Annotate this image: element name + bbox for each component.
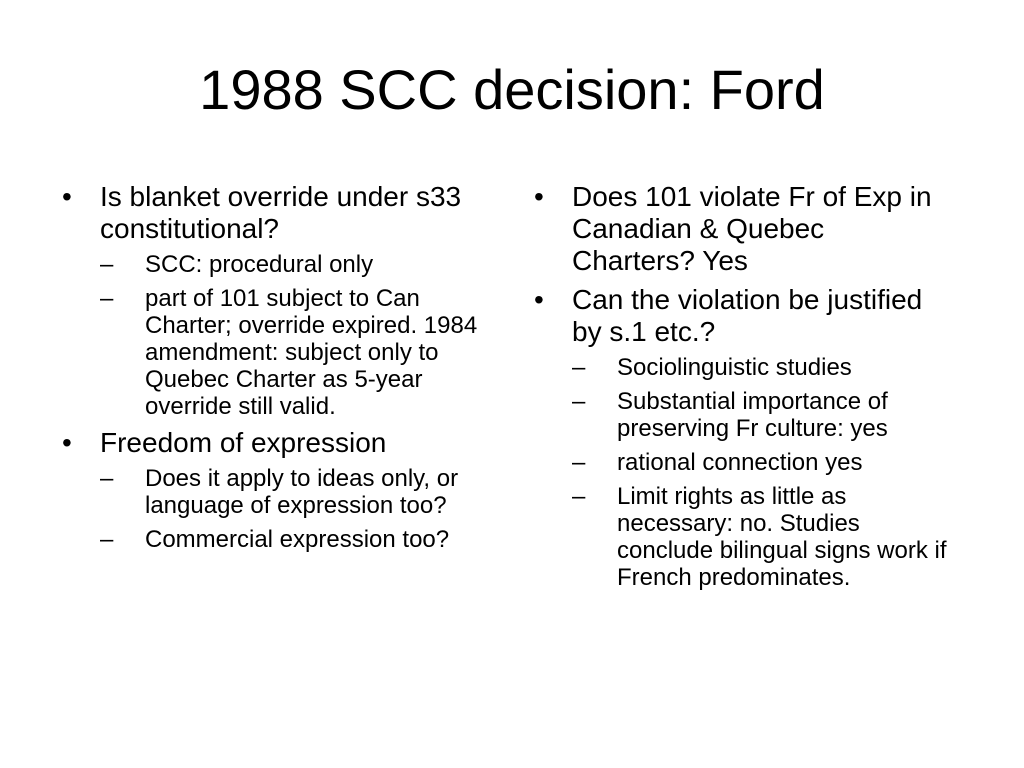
- bullet-glyph: •: [62, 181, 72, 212]
- sub-bullet-text: SCC: procedural only: [145, 251, 374, 278]
- sub-bullet-item: [572, 388, 957, 442]
- bullet-glyph: •: [534, 181, 544, 212]
- sub-bullet-text: Does it apply to ideas only, or language of expression too?: [145, 465, 459, 519]
- sub-bullet-item: [100, 251, 483, 278]
- right-column: [532, 181, 972, 598]
- dash-glyph: –: [100, 285, 114, 312]
- dash-glyph: –: [100, 526, 114, 553]
- bullet-item: [532, 284, 947, 591]
- bullet-text: Freedom of expression: [100, 427, 387, 458]
- sub-bullet-item: [100, 465, 483, 519]
- dash-glyph: –: [100, 465, 114, 492]
- bullet-item: [60, 427, 500, 553]
- dash-glyph: –: [572, 449, 586, 476]
- sub-bullet-list: [100, 251, 500, 420]
- sub-bullet-text: part of 101 subject to Can Charter; override expired. 1984 amendment: subject only to Quebec Charter as 5-year override still valid.: [145, 285, 478, 420]
- sub-bullet-text: rational connection yes: [617, 449, 863, 476]
- sub-bullet-item: [572, 483, 957, 591]
- dash-glyph: –: [572, 354, 586, 381]
- bullet-text: Is blanket override under s33 constitutional?: [100, 181, 462, 244]
- bullet-item: [60, 181, 500, 420]
- dash-glyph: –: [572, 388, 586, 415]
- sub-bullet-text: Commercial expression too?: [145, 526, 450, 553]
- sub-bullet-item: [572, 449, 957, 476]
- slide-title: 1988 SCC decision: Ford: [199, 58, 825, 121]
- sub-bullet-text: Sociolinguistic studies: [617, 354, 852, 381]
- sub-bullet-text: Substantial importance of preserving Fr culture: yes: [617, 388, 888, 442]
- sub-bullet-text: Limit rights as little as necessary: no. Studies conclude bilingual signs work if French predominates.: [617, 483, 947, 591]
- bullet-glyph: •: [534, 284, 544, 315]
- dash-glyph: –: [100, 251, 114, 278]
- sub-bullet-item: [100, 526, 483, 553]
- bullet-item: [532, 181, 932, 277]
- sub-bullet-item: [100, 285, 483, 420]
- left-column: [60, 181, 500, 560]
- dash-glyph: –: [572, 483, 586, 510]
- sub-bullet-list: [572, 354, 947, 591]
- bullet-text: Can the violation be justified by s.1 etc.?: [572, 284, 923, 347]
- sub-bullet-list: [100, 465, 500, 553]
- bullet-text: Does 101 violate Fr of Exp in Canadian & Quebec Charters? Yes: [572, 181, 932, 276]
- sub-bullet-item: [572, 354, 957, 381]
- bullet-glyph: •: [62, 427, 72, 458]
